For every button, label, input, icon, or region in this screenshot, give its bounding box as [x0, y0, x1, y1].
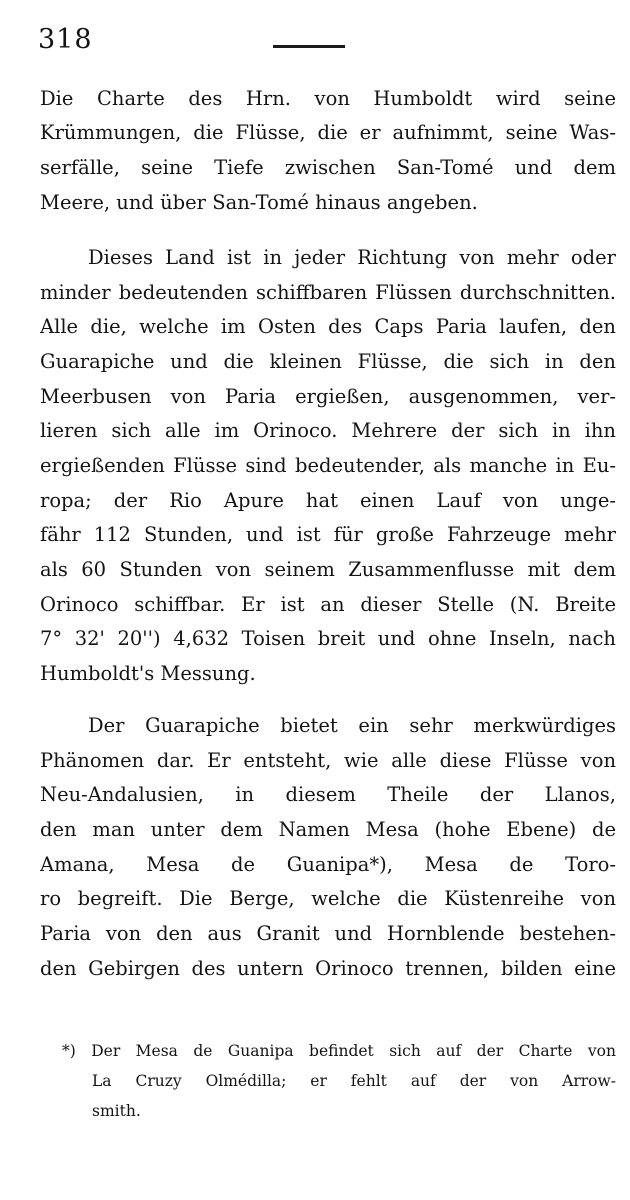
footnote-line: smith.	[92, 1102, 141, 1120]
text-line: als 60 Stunden von seinem Zusammenflusse mit dem	[40, 558, 616, 581]
text-line: Der Guarapiche bietet ein sehr merkwürdiges	[88, 714, 616, 737]
text-line: Alle die, welche im Osten des Caps Paria laufen, den	[40, 315, 616, 338]
text-line: ropa; der Rio Apure hat einen Lauf von unge-	[40, 489, 616, 512]
text-line: Humboldt's Messung.	[40, 662, 256, 685]
text-line: fähr 112 Stunden, und ist für große Fahrzeuge mehr	[40, 523, 616, 546]
text-line: minder bedeutenden schiffbaren Flüssen durchschnitten.	[40, 281, 616, 304]
text-line: Orinoco schiffbar. Er ist an dieser Stelle (N. Breite	[40, 593, 616, 616]
text-line: Meere, und über San-Tomé hinaus angeben.	[40, 191, 478, 214]
text-line: den Gebirgen des untern Orinoco trennen, bilden eine	[40, 957, 616, 980]
page-number: 318	[38, 24, 93, 55]
text-line: lieren sich alle im Orinoco. Mehrere der sich in ihn	[40, 419, 616, 442]
text-line: serfälle, seine Tiefe zwischen San-Tomé und dem	[40, 156, 616, 179]
text-line: ro begreift. Die Berge, welche die Küstenreihe von	[40, 887, 616, 910]
footnote-line: *) Der Mesa de Guanipa befindet sich auf der Charte von	[62, 1042, 616, 1060]
text-line: Neu-Andalusien, in diesem Theile der Llanos,	[40, 783, 616, 806]
text-line: Amana, Mesa de Guanipa*), Mesa de Toro-	[40, 853, 616, 876]
text-line: den man unter dem Namen Mesa (hohe Ebene) de	[40, 818, 616, 841]
text-line: Guarapiche und die kleinen Flüsse, die sich in den	[40, 350, 616, 373]
text-line: Meerbusen von Paria ergießen, ausgenommen, ver-	[40, 385, 616, 408]
text-line: Paria von den aus Granit und Hornblende bestehen-	[40, 922, 616, 945]
footnote-line: La Cruzy Olmédilla; er fehlt auf der von Arrow-	[92, 1072, 616, 1090]
text-line: Krümmungen, die Flüsse, die er aufnimmt, seine Was-	[40, 121, 616, 144]
text-line: ergießenden Flüsse sind bedeutender, als manche in Eu-	[40, 454, 616, 477]
header-rule	[273, 45, 345, 48]
text-line: Dieses Land ist in jeder Richtung von mehr oder	[88, 246, 616, 269]
text-line: 7° 32' 20'') 4,632 Toisen breit und ohne Inseln, nach	[40, 627, 616, 650]
text-line: Die Charte des Hrn. von Humboldt wird seine	[40, 87, 616, 110]
text-line: Phänomen dar. Er entsteht, wie alle diese Flüsse von	[40, 749, 616, 772]
